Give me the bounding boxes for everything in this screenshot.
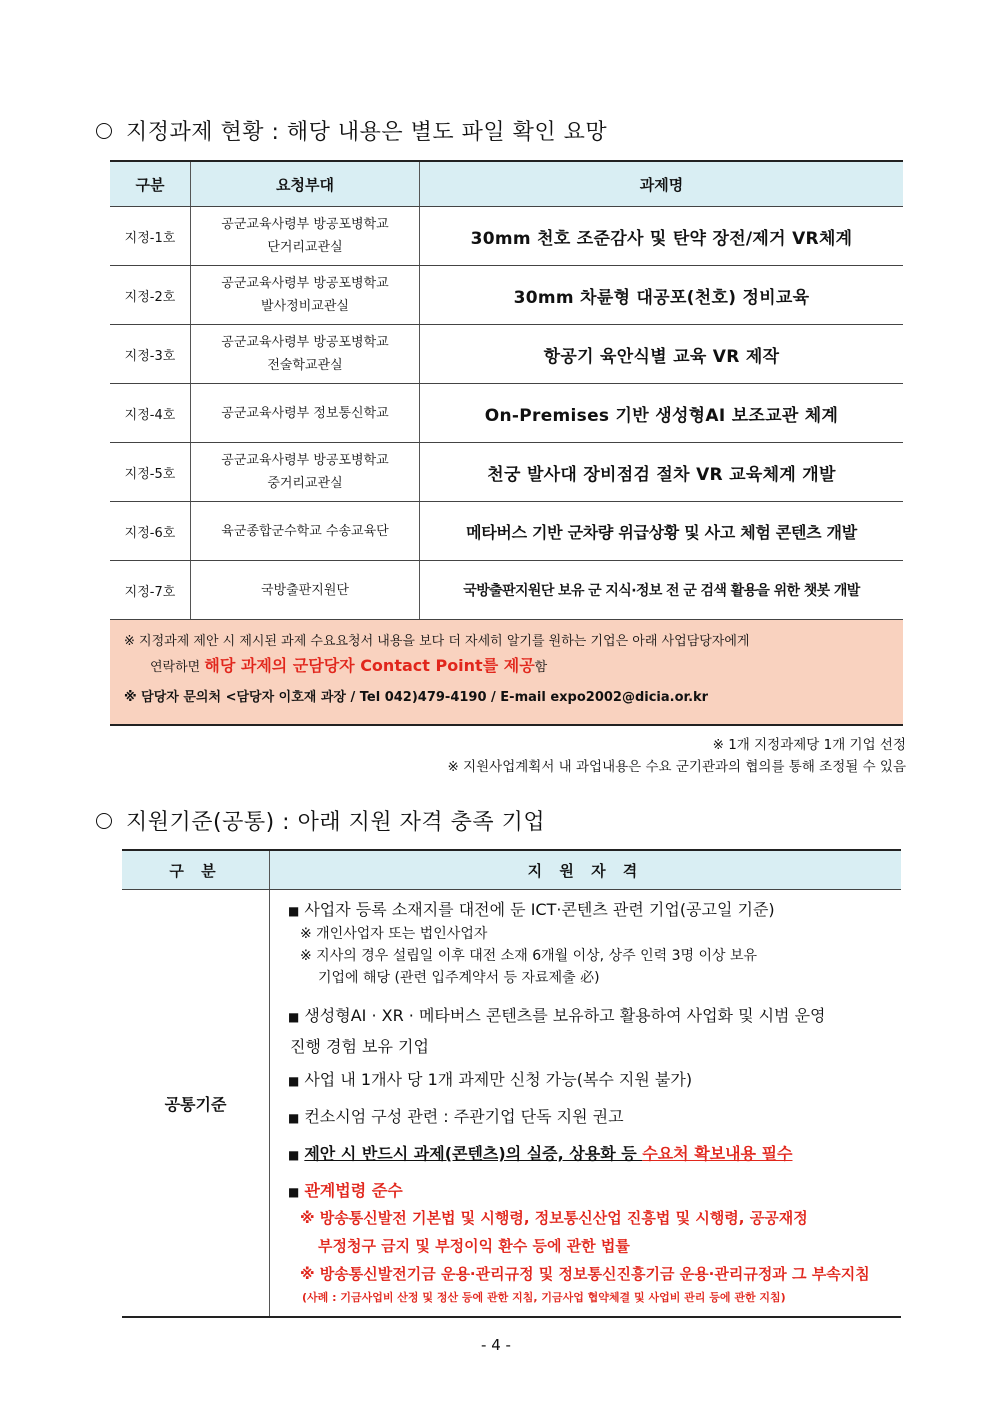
header-task-name: 과제명 bbox=[420, 161, 904, 207]
note-highlight: 해당 과제의 군담당자 Contact Point를 제공 bbox=[204, 656, 535, 675]
header-category: 구 분 bbox=[122, 850, 270, 890]
square-bullet-icon: ■ bbox=[288, 1185, 300, 1199]
row-id: 지정-4호 bbox=[110, 384, 191, 443]
row-task: 메타버스 기반 군차량 위급상황 및 사고 체험 콘텐츠 개발 bbox=[420, 502, 904, 561]
criteria-list bbox=[270, 890, 902, 1318]
square-bullet-icon: ■ bbox=[288, 1148, 300, 1162]
row-id: 지정-3호 bbox=[110, 325, 191, 384]
row-task: 30mm 차륜형 대공포(천호) 정비교육 bbox=[420, 266, 904, 325]
criterion-1-notes: ※ 개인사업자 또는 법인사업자 ※ 지사의 경우 설립일 이후 대전 소재 6개월 이상, 상주 인력 3명 이상 보유 기업에 해당 (관련 입주계약서 등 자료제출 必) bbox=[300, 926, 757, 986]
row-unit: 공군교육사령부 방공포병학교 발사정비교관실 bbox=[191, 266, 420, 325]
table-row bbox=[110, 384, 903, 443]
row-task: 30mm 천호 조준감사 및 탄약 장전/제거 VR체계 bbox=[420, 207, 904, 266]
criterion-5: ■ 제안 시 반드시 과제(콘텐츠)의 실증, 상용화 등 수요처 확보내용 필수 bbox=[288, 1144, 793, 1163]
criterion-6-example: (사례 : 기금사업비 산정 및 정산 등에 관한 지침, 기금사업 협약체결 및 사업비 관리 등에 관한 지침) bbox=[302, 1291, 786, 1304]
row-id: 지정-1호 bbox=[110, 207, 191, 266]
square-bullet-icon: ■ bbox=[288, 1074, 300, 1088]
row-id: 지정-2호 bbox=[110, 266, 191, 325]
selection-notes bbox=[448, 734, 907, 778]
square-bullet-icon: ■ bbox=[288, 1111, 300, 1125]
section2-title: 지원기준(공통) : 아래 지원 자격 충족 기업 bbox=[96, 805, 545, 836]
row-id: 지정-7호 bbox=[110, 561, 191, 620]
note-line-2: 연락하면 해당 과제의 군담당자 Contact Point를 제공함 bbox=[150, 656, 548, 675]
section1-title: 지정과제 현황 : 해당 내용은 별도 파일 확인 요망 bbox=[96, 115, 607, 146]
table-row bbox=[110, 325, 903, 384]
circle-bullet-icon bbox=[96, 123, 112, 139]
designated-tasks-table bbox=[110, 160, 903, 726]
header-category: 구분 bbox=[110, 161, 191, 207]
criterion-3: ■ 사업 내 1개사 당 1개 과제만 신청 가능(복수 지원 불가) bbox=[288, 1070, 693, 1089]
row-unit: 공군교육사령부 정보통신학교 bbox=[191, 384, 420, 443]
note-line-1: ※ 지정과제 제안 시 제시된 과제 수요요청서 내용을 보다 더 자세히 알기를 원하는 기업은 아래 사업담당자에게 bbox=[124, 634, 750, 649]
table-row bbox=[122, 890, 901, 1318]
eligibility-table bbox=[122, 849, 901, 1318]
header-requesting-unit: 요청부대 bbox=[191, 161, 420, 207]
table-header-row bbox=[110, 161, 903, 207]
row-task: On-Premises 기반 생성형AI 보조교관 체계 bbox=[420, 384, 904, 443]
common-criteria-label: 공통기준 bbox=[122, 890, 270, 1318]
row-unit: 공군교육사령부 방공포병학교 전술학교관실 bbox=[191, 325, 420, 384]
row-unit: 국방출판지원단 bbox=[191, 561, 420, 620]
right-note-2: ※ 지원사업계획서 내 과업내용은 수요 군기관과의 협의를 통해 조정될 수 있음 bbox=[447, 759, 906, 775]
square-bullet-icon: ■ bbox=[288, 1010, 300, 1024]
row-task: 천궁 발사대 장비점검 절차 VR 교육체계 개발 bbox=[420, 443, 904, 502]
table-row bbox=[110, 561, 903, 620]
row-unit: 육군종합군수학교 수송교육단 bbox=[191, 502, 420, 561]
right-note-1: ※ 1개 지정과제당 1개 기업 선정 bbox=[712, 737, 906, 753]
contact-note-row bbox=[110, 620, 903, 726]
row-id: 지정-6호 bbox=[110, 502, 191, 561]
page-number: - 4 - bbox=[481, 1336, 511, 1354]
note-contact-line: ※ 담당자 문의처 <담당자 이호재 과장 / Tel 042)479-4190 / E-mail expo2002@dicia.or.kr bbox=[124, 690, 709, 705]
row-task: 국방출판지원단 보유 군 지식·정보 전 군 검색 활용을 위한 챗봇 개발 bbox=[420, 561, 904, 620]
criterion-4: ■ 컨소시엄 구성 관련 : 주관기업 단독 지원 권고 bbox=[288, 1107, 624, 1126]
square-bullet-icon: ■ bbox=[288, 904, 300, 918]
contact-note bbox=[110, 620, 903, 726]
row-task: 항공기 육안식별 교육 VR 제작 bbox=[420, 325, 904, 384]
table-row bbox=[110, 443, 903, 502]
circle-bullet-icon bbox=[96, 813, 112, 829]
row-unit: 공군교육사령부 방공포병학교 단거리교관실 bbox=[191, 207, 420, 266]
table-row bbox=[110, 207, 903, 266]
row-id: 지정-5호 bbox=[110, 443, 191, 502]
criterion-6: ■ 관계법령 준수 bbox=[288, 1181, 403, 1200]
header-qualification: 지 원 자 격 bbox=[270, 850, 902, 890]
table-row bbox=[110, 266, 903, 325]
criterion-6-laws: ※ 방송통신발전 기본법 및 시행령, 정보통신산업 진흥법 및 시행령, 공공재정 부정청구 금지 및 부정이익 환수 등에 관한 법률 ※ 방송통신발전기금 운용·관리규정 및 정보통신진흥기금 운용·관리규정과 그 부속지침 bbox=[300, 1209, 870, 1283]
table-header-row bbox=[122, 850, 901, 890]
criterion-2: ■ 생성형AI · XR · 메타버스 콘텐츠를 보유하고 활용하여 사업화 및 시범 운영 진행 경험 보유 기업 bbox=[288, 1006, 826, 1056]
row-unit: 공군교육사령부 방공포병학교 중거리교관실 bbox=[191, 443, 420, 502]
table-row bbox=[110, 502, 903, 561]
criterion-1: ■ 사업자 등록 소재지를 대전에 둔 ICT·콘텐츠 관련 기업(공고일 기준) bbox=[288, 900, 775, 919]
